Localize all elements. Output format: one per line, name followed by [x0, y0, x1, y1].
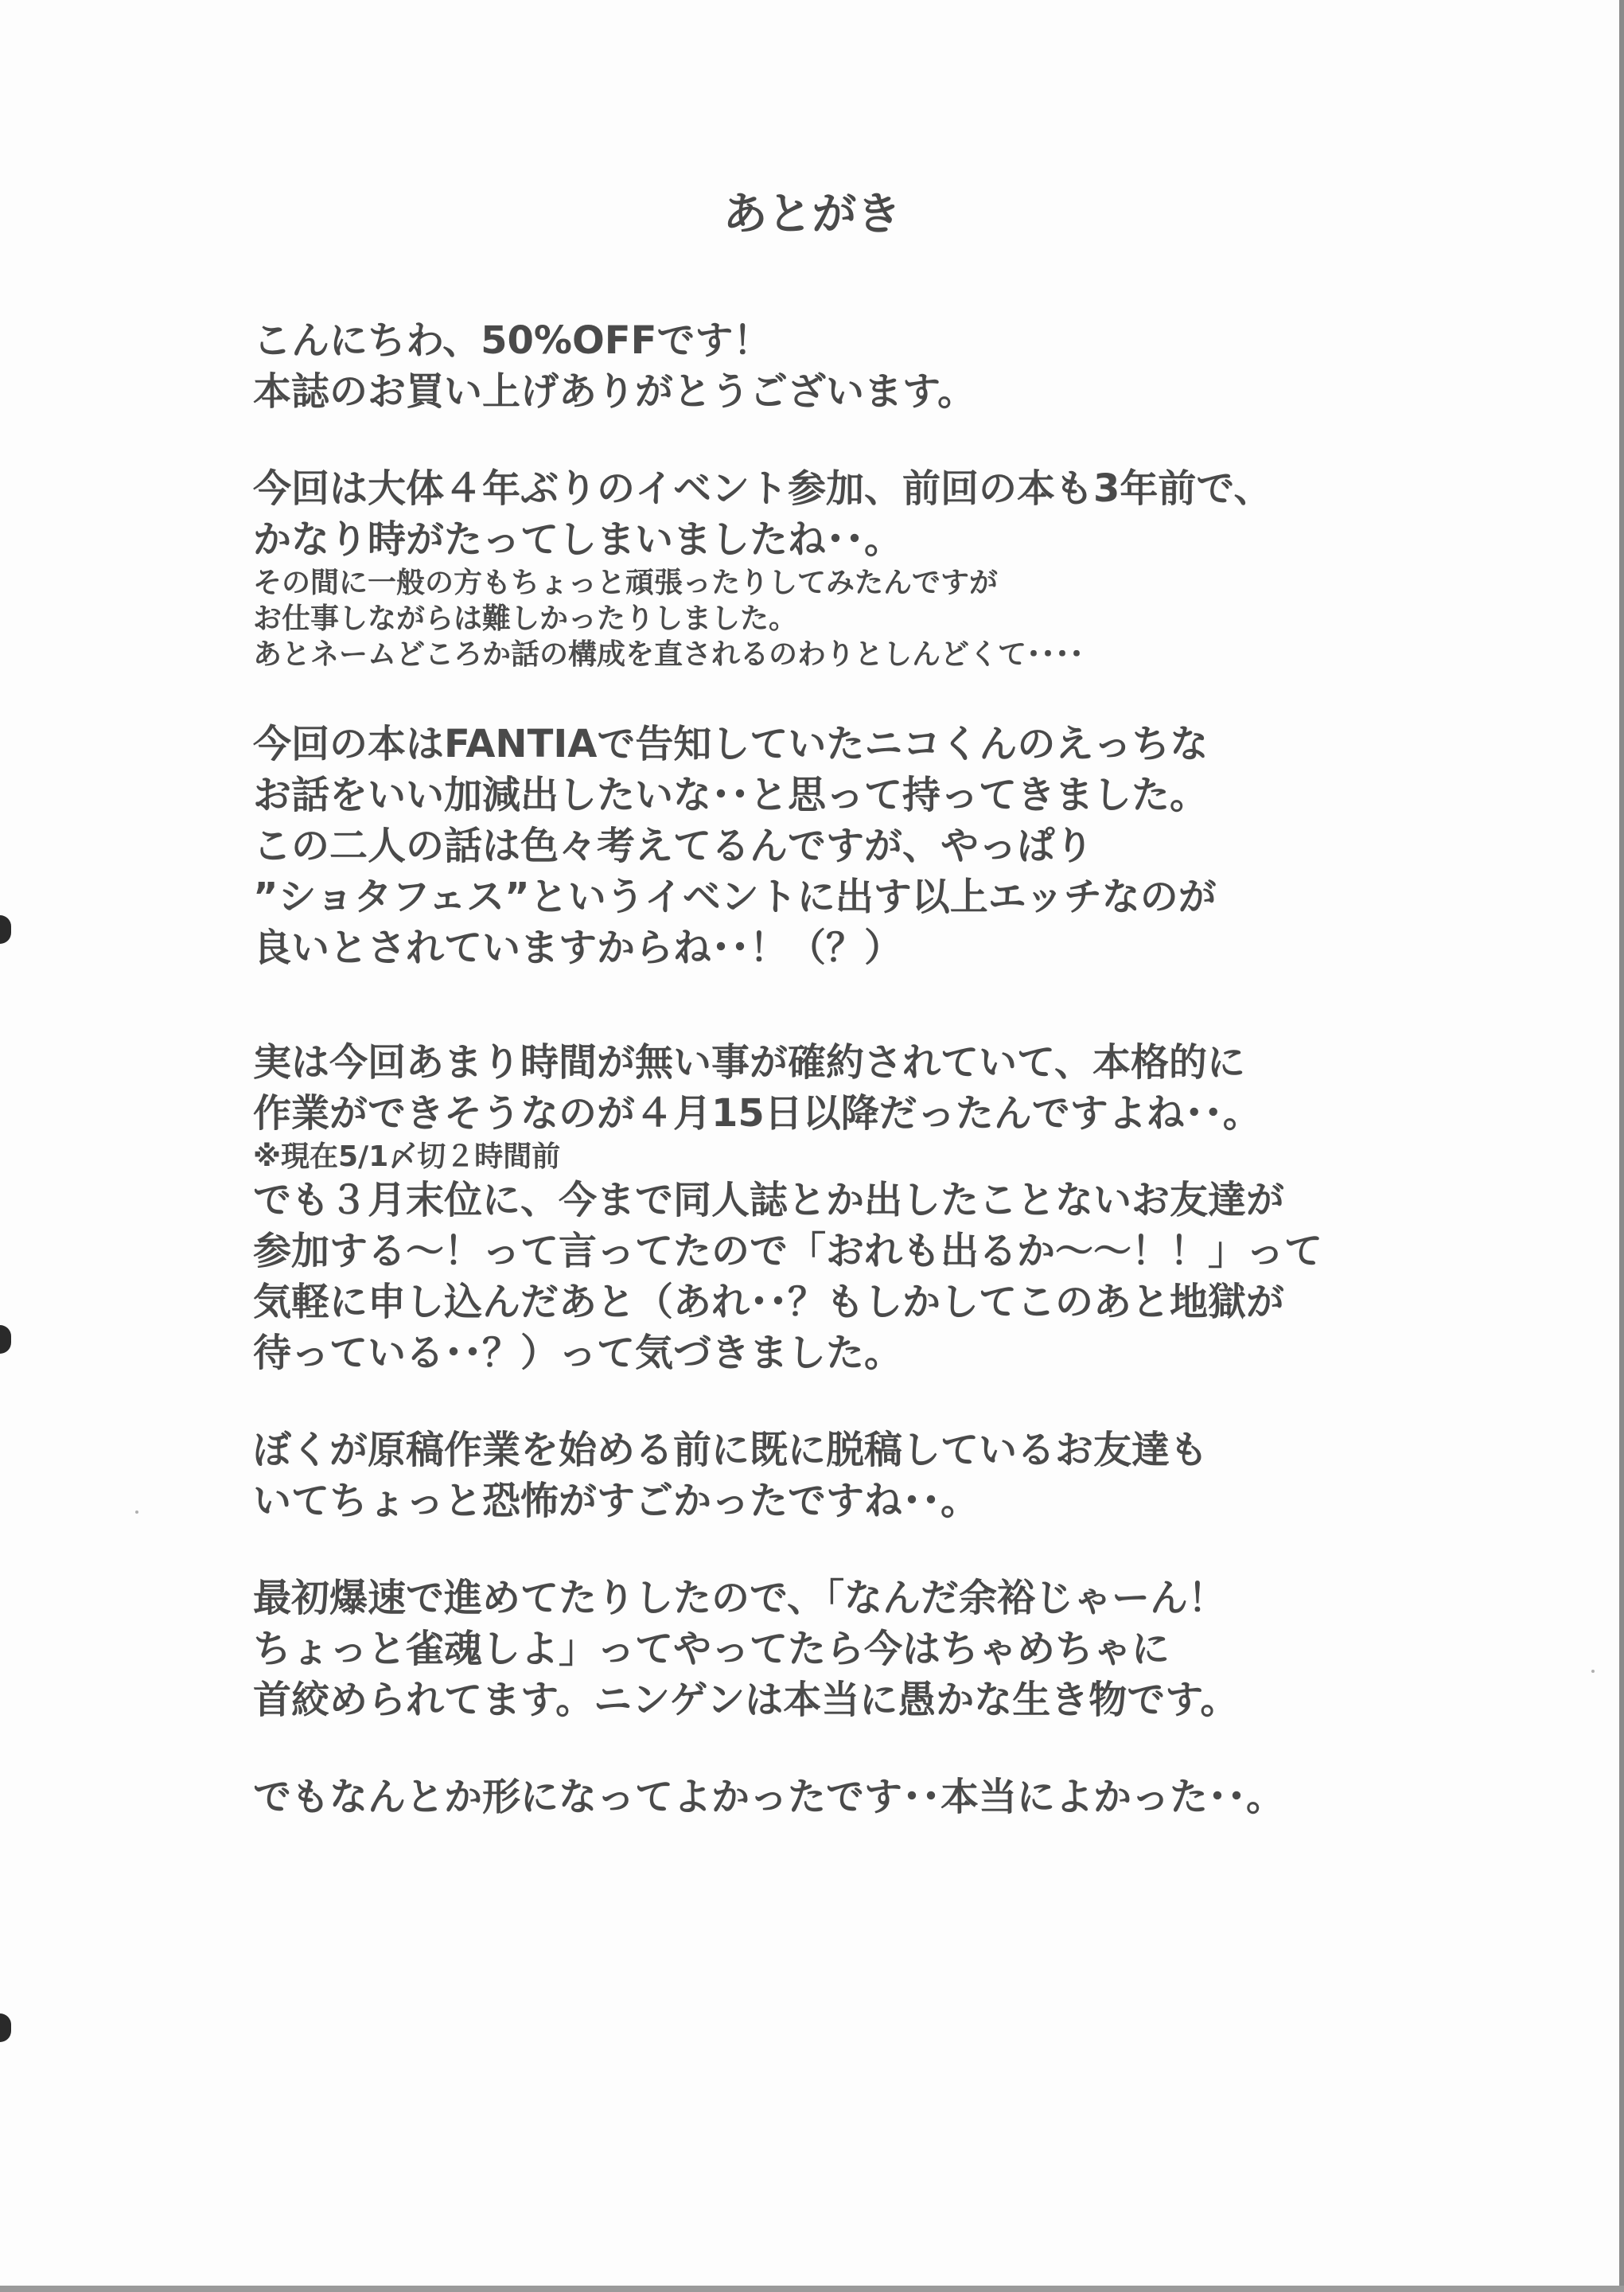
- binding-hole-mark: [0, 915, 11, 944]
- text-line: かなり時がたってしまいましたね･･。: [253, 517, 903, 562]
- text-line: ”ショタフェス”というイベントに出す以上エッチなのが: [253, 875, 1217, 919]
- text-line: こんにちわ、50%OFFです！: [253, 318, 772, 363]
- paragraph: [253, 719, 1462, 973]
- text-line: お話をいい加減出したいな･･と思って持ってきました。: [253, 773, 1209, 817]
- binding-hole-mark: [0, 1325, 11, 1354]
- text-line: でも３月末位に、今まで同人誌とか出したことないお友達が: [253, 1178, 1285, 1222]
- paragraph: [253, 1772, 1462, 1822]
- text-line-small: あとネームどころか話の構成を直されるのわりとしんどくて････: [253, 638, 1085, 671]
- paragraph-gap: [253, 1378, 1462, 1425]
- paragraph-gap: [253, 1725, 1462, 1772]
- text-line-small: その間に一般の方もちょっと頑張ったりしてみたんですが: [253, 567, 999, 599]
- paragraph-gap: [253, 672, 1462, 719]
- paragraph-gap: [253, 1526, 1462, 1573]
- paragraph: [253, 1425, 1462, 1526]
- afterword-body: [253, 315, 1462, 1822]
- text-line: 待っている･･？）って気づきました。: [253, 1331, 903, 1375]
- text-line: でもなんとか形になってよかったです･･本当によかった･･。: [253, 1775, 1285, 1819]
- binding-hole-mark: [0, 2013, 11, 2042]
- paragraph: [253, 1573, 1462, 1725]
- paragraph: [253, 315, 1462, 417]
- text-line-small: お仕事しながらは難しかったりしました。: [253, 602, 798, 635]
- text-line-small: ※現在5/1〆切２時間前: [253, 1140, 561, 1173]
- text-line: 実は今回あまり時間が無い事が確約されていて、本格的に: [253, 1040, 1246, 1085]
- paragraph: [253, 1037, 1462, 1378]
- paper-speck: [1591, 1670, 1595, 1673]
- text-line: 本誌のお買い上げありがとうございます。: [253, 369, 976, 414]
- text-line: 気軽に申し込んだあと（あれ･･？もしかしてこのあと地獄が: [253, 1280, 1285, 1324]
- text-line: 今回は大体４年ぶりのイベント参加、前回の本も3年前で、: [253, 466, 1272, 511]
- paragraph: [253, 463, 1462, 672]
- text-line: ぼくが原稿作業を始める前に既に脱稿しているお友達も: [253, 1428, 1209, 1472]
- text-line: この二人の話は色々考えてるんですが、やっぱり: [253, 824, 1094, 868]
- text-line: 作業ができそうなのが４月15日以降だったんですよね･･。: [253, 1091, 1261, 1136]
- page-bottom-edge: [0, 2286, 1624, 2292]
- text-line: 良いとされていますからね･･！（？）: [253, 926, 903, 970]
- text-line: 最初爆速で進めてたりしたので、「なんだ余裕じゃーん！: [253, 1576, 1227, 1620]
- text-line: いてちょっと恐怖がすごかったですね･･。: [253, 1479, 979, 1523]
- text-line: ちょっと雀魂しよ」ってやってたら今はちゃめちゃに: [253, 1627, 1170, 1671]
- text-line: 参加する～！って言ってたので「おれも出るか～～！！」って: [253, 1229, 1323, 1273]
- paragraph-gap: [253, 417, 1462, 463]
- page-title: あとがき: [722, 189, 902, 240]
- text-line: 首絞められてます。ニンゲンは本当に愚かな生き物です。: [253, 1678, 1239, 1722]
- paper-speck: [135, 1510, 138, 1514]
- paragraph-gap: [253, 973, 1462, 1037]
- page-right-edge: [1619, 0, 1624, 2292]
- text-line: 今回の本はFANTIAで告知していたニコくんのえっちな: [253, 722, 1209, 766]
